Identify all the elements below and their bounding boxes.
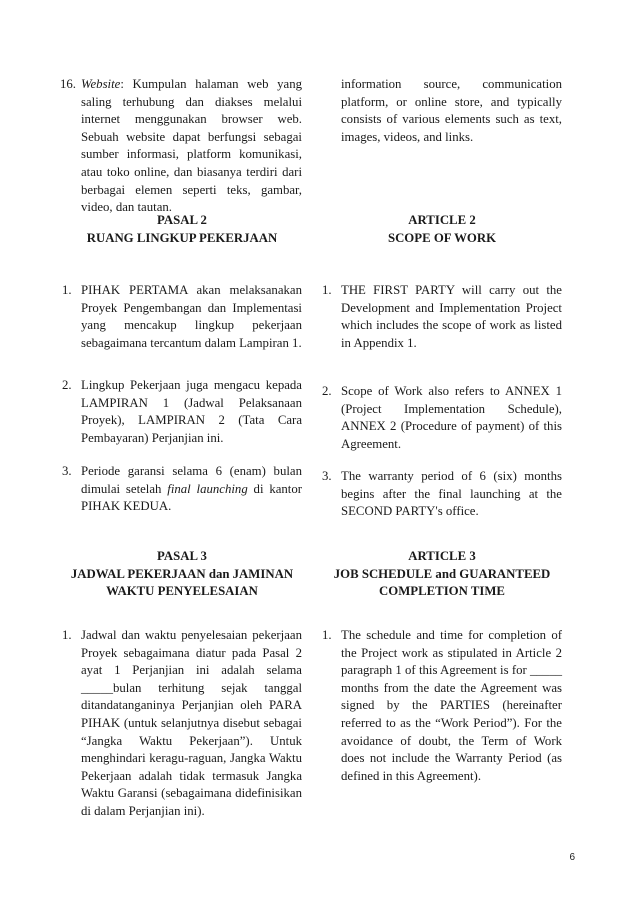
item-text-part: Periode garansi selama 6 (enam) bulan dimulai setelah [81,464,302,496]
item-number: 1. [322,283,332,297]
list-item [62,282,302,352]
item-text [81,463,302,516]
item-number: 1. [322,628,332,642]
item-text: PIHAK PERTAMA akan melaksanakan Proyek Pengembangan dan Implementasi yang mencakup lingkup pekerjaan sebagaimana tercantum dalam Lampiran 1. [81,283,302,350]
item-text: Lingkup Pekerjaan juga mengacu kepada LAMPIRAN 1 (Jadwal Pelaksanaan Proyek), LAMPIRAN 2 (Tata Cara Pembayaran) Perjanjian ini. [81,378,302,445]
item-text-emphasis: final launching [167,481,248,496]
article-2-title: ARTICLE 2 [408,213,476,227]
website-definition: : Kumpulan halaman web yang saling terhubung dan diakses melalui internet menggunakan browser web. Sebuah website dapat berfungsi sebagai sumber informasi, platform komunikasi, atau toko online, dan biasanya terdiri dari berbagai elemen seperti teks, gambar, video, dan tautan. [81,77,302,215]
item-text: The warranty period of 6 (six) months begins after the final launching at the SECOND PARTY's office. [341,469,562,519]
item-number: 1. [62,628,72,642]
article-3-title: ARTICLE 3 [408,549,476,563]
item-text: information source, communication platform, or online store, and typically consists of various elements such as text, images, videos, and links. [341,77,562,144]
item-number: 3. [322,469,332,483]
pasal-2-subtitle: RUANG LINGKUP PEKERJAAN [86,230,278,245]
definition-16 [62,76,302,217]
website-term: Website [81,77,121,91]
pasal-2-title: PASAL 2 [157,213,207,227]
list-item [62,627,302,821]
item-text: Jadwal dan waktu penyelesaian pekerjaan Proyek sebagaimana diatur pada Pasal 2 ayat 1 Perjanjian ini adalah selama _____bulan terhitung sejak tanggal ditandatanganinya Perjanjian oleh PARA PIHAK (untuk selanjutnya disebut sebagai “Jangka Waktu Pekerjaan”). Untuk menghindari keragu-raguan, Jangka Waktu Pekerjaan adalah tidak termasuk Jangka Waktu Garansi (sebagaimana didefinisikan di dalam Perjanjian ini). [81,628,302,818]
list-item [322,468,562,521]
item-text-part: di kantor PIHAK KEDUA. [81,481,303,514]
page-number: 6 [569,852,575,863]
article-2-subtitle: SCOPE OF WORK [387,230,497,245]
list-item [322,282,562,352]
pasal-3-heading [62,548,302,601]
definition-16-continued [322,76,562,146]
list-item [62,377,302,447]
item-number: 1. [62,283,72,297]
item-text: THE FIRST PARTY will carry out the Development and Implementation Project which includes the scope of work as listed in Appendix 1. [341,283,562,350]
article-2-heading [322,212,562,247]
pasal-2-heading [62,212,302,247]
list-item [322,383,562,453]
pasal-3-subtitle: WAKTU PENYELESAIAN [106,584,258,599]
article-3-subtitle: JOB SCHEDULE and GUARANTEED [333,566,551,581]
item-number: 16. [60,77,76,91]
article-3-subtitle: COMPLETION TIME [379,584,505,599]
item-text: Scope of Work also refers to ANNEX 1 (Project Implementation Schedule), ANNEX 2 (Procedure of payment) of this Agreement. [341,384,562,451]
pasal-3-subtitle: JADWAL PEKERJAAN dan JAMINAN [70,566,294,581]
list-item [62,463,302,516]
item-number: 3. [62,464,72,478]
item-number: 2. [322,384,332,398]
item-number: 2. [62,378,72,392]
item-text: The schedule and time for completion of the Project work as stipulated in Article 2 paragraph 1 of this Agreement is for _____ months from the date the Agreement was signed by the PARTIES (hereinafter referred to as the “Work Period”). For the avoidance of doubt, the Term of Work does not include the Warranty Period (as defined in this Agreement). [341,628,562,783]
pasal-3-title: PASAL 3 [157,549,207,563]
article-3-heading [322,548,562,601]
list-item [322,627,562,785]
